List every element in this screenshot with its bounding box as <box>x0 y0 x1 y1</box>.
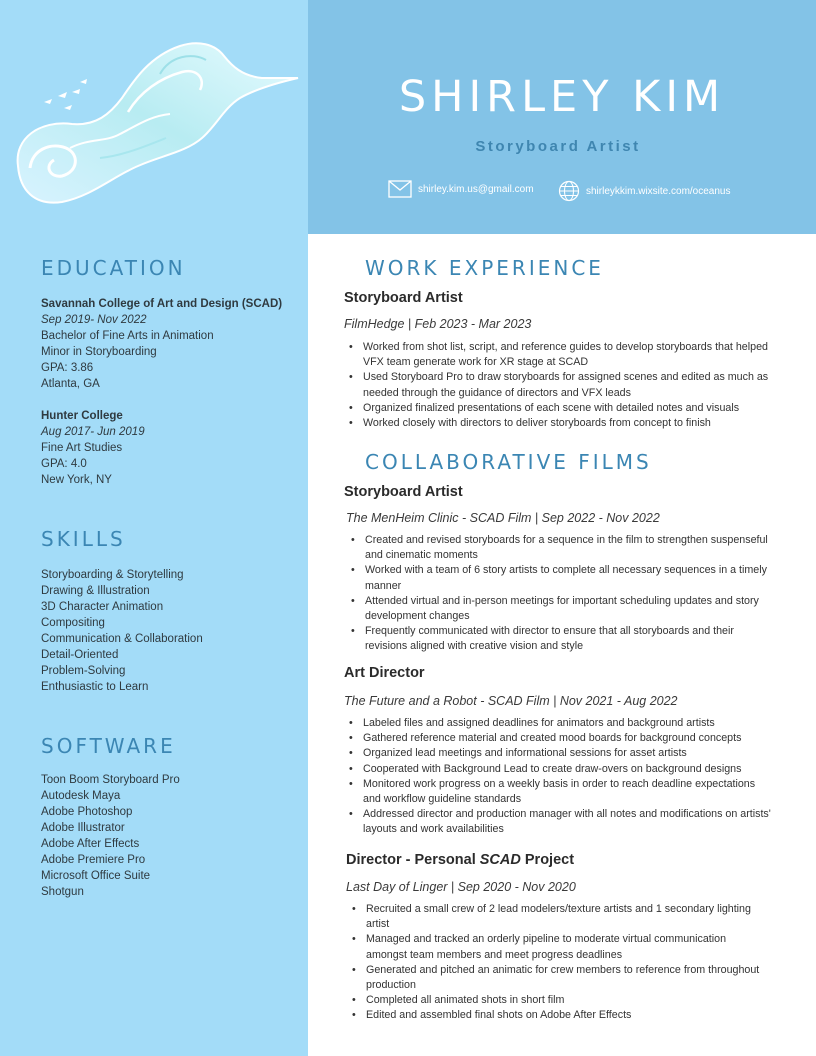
skill-item: Communication & Collaboration <box>41 633 203 645</box>
project-bullets <box>347 902 767 1024</box>
email-text[interactable]: shirley.kim.us@gmail.com <box>418 183 534 195</box>
envelope-icon <box>388 180 412 198</box>
list-item: • Used Storyboard Pro to draw storyboards for assigned scenes and edited as much as needed through the guidance of directors and VFX leads <box>344 370 784 400</box>
website-text[interactable]: shirleykkim.wixsite.com/oceanus <box>586 185 731 197</box>
list-item: • Labeled files and assigned deadlines for animators and background artists <box>344 716 774 731</box>
list-item: • Generated and pitched an animatic for crew members to reference from throughout production <box>347 963 767 993</box>
software-list <box>41 772 180 900</box>
list-item: • Organized lead meetings and informational sessions for asset artists <box>344 746 774 761</box>
software-heading: SOFTWARE <box>41 734 176 758</box>
school-detail: New York, NY <box>41 474 112 486</box>
software-item: Microsoft Office Suite <box>41 870 151 882</box>
list-item: • Attended virtual and in-person meetings for important scheduling updates and story development changes <box>346 594 771 624</box>
project-title: Art Director <box>344 665 425 681</box>
school-dates: Aug 2017- Jun 2019 <box>41 426 145 438</box>
skill-item: Compositing <box>41 617 105 629</box>
list-item: • Created and revised storyboards for a sequence in the film to strengthen suspenseful and cinematic moments <box>346 533 771 563</box>
list-item: • Frequently communicated with director to ensure that all storyboards and their revisions aligned with creative vision and style <box>346 624 771 654</box>
school-name: Savannah College of Art and Design (SCAD) <box>41 298 283 310</box>
software-item: Adobe After Effects <box>41 838 140 850</box>
project-title <box>346 852 574 868</box>
list-item: • Cooperated with Background Lead to create draw-overs on background designs <box>344 762 774 777</box>
work-bullets <box>344 340 784 431</box>
job-title: Storyboard Artist <box>344 290 463 306</box>
list-item: • Worked closely with directors to deliver storyboards from concept to finish <box>344 416 784 431</box>
list-item: • Completed all animated shots in short film <box>347 993 767 1008</box>
skill-item: Storyboarding & Storytelling <box>41 569 184 581</box>
education-list <box>41 296 282 488</box>
school-name: Hunter College <box>41 410 123 422</box>
project-title-suffix: Project <box>520 852 575 868</box>
list-item: • Gathered reference material and created mood boards for background concepts <box>344 731 774 746</box>
project-title-prefix: Director - Personal <box>346 852 480 868</box>
school-detail: Minor in Storyboarding <box>41 346 157 358</box>
project-subtitle: Last Day of Linger | Sep 2020 - Nov 2020 <box>346 880 576 894</box>
school-detail: Bachelor of Fine Arts in Animation <box>41 330 214 342</box>
project-subtitle: The Future and a Robot - SCAD Film | Nov 2021 - Aug 2022 <box>344 694 678 708</box>
job-subtitle: FilmHedge | Feb 2023 - Mar 2023 <box>344 317 532 331</box>
software-item: Adobe Premiere Pro <box>41 854 146 866</box>
list-item: • Edited and assembled final shots on Adobe After Effects <box>347 1008 767 1023</box>
skills-heading: SKILLS <box>41 527 126 551</box>
contact-website[interactable] <box>558 180 731 202</box>
project-bullets <box>346 533 771 655</box>
skills-list <box>41 567 203 695</box>
school-dates: Sep 2019- Nov 2022 <box>41 314 147 326</box>
project-title-emphasis: SCAD <box>479 852 521 868</box>
school-detail: GPA: 3.86 <box>41 362 94 374</box>
list-item: • Worked with a team of 6 story artists to complete all necessary sequences in a timely manner <box>346 563 771 593</box>
project-bullets <box>344 716 774 838</box>
collaborative-films-heading: COLLABORATIVE FILMS <box>365 450 652 474</box>
work-experience-heading: WORK EXPERIENCE <box>365 256 604 280</box>
list-item: • Addressed director and production manager with all notes and modifications on artists' layouts and work availabilities <box>344 807 774 837</box>
skill-item: Detail-Oriented <box>41 649 119 661</box>
applicant-name: SHIRLEY KIM <box>398 72 726 122</box>
skill-item: Problem-Solving <box>41 665 126 677</box>
list-item: • Organized finalized presentations of each scene with detailed notes and visuals <box>344 401 784 416</box>
contact-email[interactable] <box>388 180 534 198</box>
school-detail: Atlanta, GA <box>41 378 100 390</box>
skill-item: 3D Character Animation <box>41 601 164 613</box>
school-detail: GPA: 4.0 <box>41 458 87 470</box>
applicant-role: Storyboard Artist <box>475 138 641 155</box>
project-subtitle: The MenHeim Clinic - SCAD Film | Sep 2022 - Nov 2022 <box>346 511 660 525</box>
software-item: Adobe Photoshop <box>41 806 133 818</box>
education-heading: EDUCATION <box>41 256 186 280</box>
globe-icon <box>558 180 580 202</box>
skill-item: Enthusiastic to Learn <box>41 681 149 693</box>
project-title: Storyboard Artist <box>344 484 463 500</box>
skill-item: Drawing & Illustration <box>41 585 150 597</box>
list-item: • Recruited a small crew of 2 lead modelers/texture artists and 1 secondary lighting artist <box>347 902 767 932</box>
wave-illustration-icon <box>10 38 305 208</box>
list-item: • Monitored work progress on a weekly basis in order to reach deadline expectations and workflow guideline standards <box>344 777 774 807</box>
software-item: Adobe Illustrator <box>41 822 125 834</box>
school-detail: Fine Art Studies <box>41 442 123 454</box>
list-item: • Managed and tracked an orderly pipeline to moderate virtual communication amongst team members and meet progress deadlines <box>347 932 767 962</box>
software-item: Autodesk Maya <box>41 790 121 802</box>
list-item: • Worked from shot list, script, and reference guides to develop storyboards that helped VFX team generate work for XR stage at SCAD <box>344 340 784 370</box>
software-item: Shotgun <box>41 886 84 898</box>
software-item: Toon Boom Storyboard Pro <box>41 774 180 786</box>
